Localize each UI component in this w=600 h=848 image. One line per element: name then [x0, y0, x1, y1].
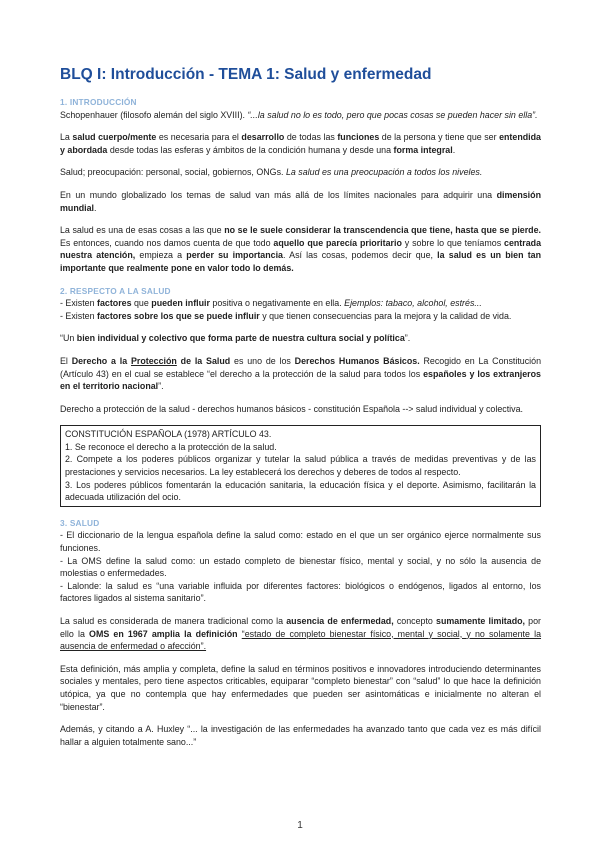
section-heading-respecto: 2. RESPECTO A LA SALUD — [60, 285, 171, 296]
box-item-1: 1. Se reconoce el derecho a la protección de la salud. — [65, 441, 277, 452]
paragraph-derecho-proteccion: El Derecho a la Protección de la Salud es uno de los Derechos Humanos Básicos. Recogido en La Constitución (Artículo 43) en el cual se establece “el derecho a la protección de la salud para todos los españoles y los extranjeros en el territorio nacional”. — [60, 355, 542, 392]
page-number: 1 — [297, 820, 303, 831]
list-item-oms: - La OMS define la salud como: un estado completo de bienestar físico, mental y social, y no sólo la ausencia de molestias o enfermedades. — [60, 555, 541, 579]
quote-text: “...la salud no lo es todo, pero que pocas cosas se pueden hacer sin ella”. — [247, 109, 538, 120]
box-item-3: 3. Los poderes públicos fomentarán la educación sanitaria, la educación física y el deporte. Asimismo, facilitarán la adecuada utilización del ocio. — [65, 479, 536, 503]
paragraph-salud-cuerpo-mente: La salud cuerpo/mente es necesaria para el desarrollo de todas las funciones de la persona y tiene que ser entendida y abordada desde todas las esferas y ámbitos de la condición humana y desde una forma integral. — [60, 132, 541, 155]
document-body — [60, 96, 541, 758]
constitution-article-box — [60, 425, 541, 507]
box-item-2: 2. Compete a los poderes públicos organizar y tutelar la salud pública a través de medidas preventivas y de las prestaciones y servicios necesarios. La ley establecerá los derechos y deberes de todos al respecto. — [65, 454, 536, 478]
paragraph-preocupacion: Salud; preocupación: personal, social, gobiernos, ONGs. La salud es una preocupación a todos los niveles. — [60, 167, 483, 178]
page-title: BLQ I: Introducción - TEMA 1: Salud y enfermedad — [60, 66, 432, 83]
box-title: CONSTITUCIÓN ESPAÑOLA (1978) ARTÍCULO 43. — [65, 429, 272, 440]
quote-author: Schopenhauer (filosofo alemán del siglo XVIII). — [60, 109, 248, 120]
list-item-factores-sobre: - Existen factores sobre los que se puede influir y que tienen consecuencias para la mejora y la calidad de vida. — [60, 310, 512, 321]
paragraph-definicion-critica: Esta definición, más amplia y completa, define la salud en términos positivos e innovadores introduciendo determinantes sociales y mentales, pero tiene aspectos criticables, equiparar “completo bienestar” con “salud” lo que hace la definición utópica, ya que no contempla que hay enfermedades que pueden ser asintomáticas e inicialmente no alteran el “bienestar”. — [60, 663, 541, 712]
list-item-diccionario: - El diccionario de la lengua española define la salud como: estado en el que un ser orgánico ejerce normalmente sus funciones. — [60, 530, 541, 554]
paragraph-mundo-globalizado: En un mundo globalizado los temas de salud van más allá de los límites nacionales para adquirir una dimensión mundial. — [60, 189, 541, 213]
list-item-lalonde: - Lalonde: la salud es “una variable influida por diferentes factores: biológicos o endógenos, ligados al entorno, los factores ligados al sistema sanitario”. — [60, 580, 541, 604]
section-heading-introduccion: 1. INTRODUCCIÓN — [60, 97, 137, 107]
quote-paragraph — [60, 109, 541, 122]
section-heading-salud: 3. SALUD — [60, 517, 100, 528]
paragraph-transcendencia: La salud es una de esas cosas a las que no se le suele considerar la transcendencia que tiene, hasta que se pierde. Es entonces, cuando nos damos cuenta de que todo aquello que parecía prioritario y sobre lo que teníamos centrada nuestra atención, empieza a perder su importancia. Así las cosas, podemos decir que, la salud es un bien tan importante que realmente pone en valor todo lo demás. — [60, 225, 542, 273]
quote-bien-individual: “Un bien individual y colectivo que forma parte de nuestra cultura social y política”. — [60, 333, 411, 344]
paragraph-huxley: Además, y citando a A. Huxley “... la investigación de las enfermedades ha avanzado tanto que cada vez es más difícil hallar a alguien totalmente sano...” — [60, 724, 541, 747]
paragraph-derechos-resumen: Derecho a protección de la salud - derechos humanos básicos - constitución Española --> salud individual y colectiva. — [60, 403, 523, 414]
list-item-factores-influir: - Existen factores que pueden influir positiva o negativamente en ella. Ejemplos: tabaco, alcohol, estrés... — [60, 298, 482, 309]
paragraph-ausencia-enfermedad: La salud es considerada de manera tradicional como la ausencia de enfermedad, concepto sumamente limitado, por ello la OMS en 1967 amplia la definición “estado de completo bienestar físico, mental y social, y no solamente la ausencia de enfermedad o afección”. — [60, 616, 542, 652]
